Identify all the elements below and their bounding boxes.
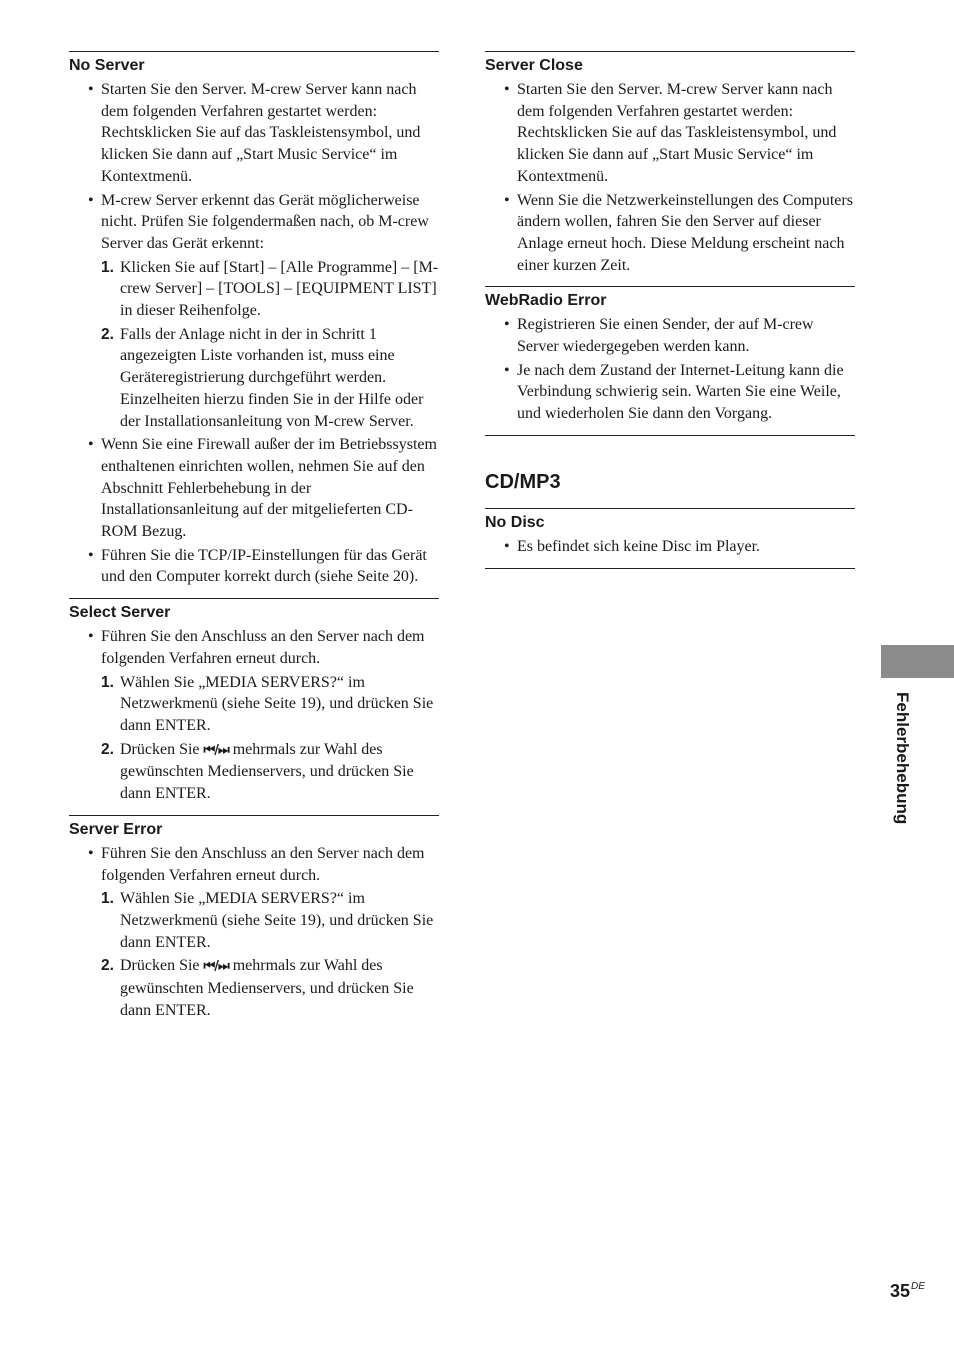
- step-item: [101, 324, 439, 433]
- bullet-list: [485, 536, 855, 558]
- section-select-server: [69, 598, 439, 815]
- skip-prev-next-icon: ⏮/⏭: [203, 742, 229, 758]
- bullet-item: • Wenn Sie die Netzwerkeinstellungen des Computers ändern wollen, fahren Sie den Server auf dieser Anlage erneut hoch. Diese Meldung erscheint nach einer kurzen Zeit.: [485, 190, 855, 277]
- bullet-item: • Starten Sie den Server. M-crew Server kann nach dem folgenden Verfahren gestartet werden: Rechtsklicken Sie auf das Taskleistensymbol, und klicken Sie dann auf „Start Music Service“ im Kontextmenü.: [69, 79, 439, 188]
- bullet-item: [69, 626, 439, 805]
- bullet-text: Führen Sie den Anschluss an den Server nach dem folgenden Verfahren erneut durch.: [101, 844, 425, 884]
- category-title: CD/MP3: [485, 470, 561, 493]
- bullet-list: [485, 314, 855, 425]
- bullet-item: [69, 190, 439, 433]
- bullet-list: [69, 843, 439, 1022]
- bullet-list: [485, 79, 855, 276]
- step-number: 1.: [101, 258, 114, 276]
- page-number: [890, 1281, 925, 1302]
- heading-select-server: Select Server: [69, 604, 171, 622]
- bullet-item: • Wenn Sie eine Firewall außer der im Betriebssystem enthaltenen einrichten wollen, nehmen Sie auf den Abschnitt Fehlerbehebung in der Installationsanleitung auf der mitgelieferten CD-ROM Bezug.: [69, 434, 439, 543]
- side-section-label: Fehlerbehebung: [893, 692, 912, 825]
- page-number-value: 35: [890, 1281, 911, 1301]
- page-language-suffix: DE: [911, 1281, 925, 1292]
- step-list: [101, 672, 439, 805]
- step-item: [101, 672, 439, 737]
- heading-no-disc: No Disc: [485, 513, 545, 531]
- step-text-pre: Drücken Sie: [120, 957, 200, 975]
- step-item: [101, 739, 439, 805]
- section-webradio-error: [485, 286, 855, 436]
- bullet-list: [69, 79, 439, 588]
- step-text: Wählen Sie „MEDIA SERVERS?“ im Netzwerkmenü (siehe Seite 19), und drücken Sie dann ENTER.: [120, 673, 434, 734]
- bullet-item: • Es befindet sich keine Disc im Player.: [485, 536, 855, 558]
- section-server-close: [485, 51, 855, 286]
- bullet-item: • Registrieren Sie einen Sender, der auf M-crew Server wiedergegeben werden kann.: [485, 314, 855, 357]
- section-no-disc: [485, 508, 855, 569]
- heading-webradio-error: WebRadio Error: [485, 292, 607, 310]
- right-column: [485, 51, 855, 569]
- bullet-item: • Führen Sie die TCP/IP-Einstellungen für das Gerät und den Computer korrekt durch (siehe Seite 20).: [69, 545, 439, 588]
- step-number: 2.: [101, 325, 114, 343]
- heading-no-server: No Server: [69, 57, 145, 74]
- bullet-text: M-crew Server erkennt das Gerät möglicherweise nicht. Prüfen Sie folgendermaßen nach, ob M-crew Server das Gerät erkennt:: [101, 191, 429, 252]
- step-text: Wählen Sie „MEDIA SERVERS?“ im Netzwerkmenü (siehe Seite 19), und drücken Sie dann ENTER.: [120, 890, 434, 951]
- bullet-text: Führen Sie den Anschluss an den Server nach dem folgenden Verfahren erneut durch.: [101, 628, 425, 667]
- section-server-error: [69, 815, 439, 1032]
- bullet-item: [69, 843, 439, 1022]
- step-text-post: mehrmals zur Wahl des gewünschten Medienservers, und drücken Sie dann ENTER.: [120, 740, 414, 803]
- step-number: 2.: [101, 740, 114, 758]
- step-number: 2.: [101, 957, 114, 975]
- skip-prev-next-icon: ⏮/⏭: [203, 959, 229, 975]
- step-text-post: mehrmals zur Wahl des gewünschten Medienservers, und drücken Sie dann ENTER.: [120, 957, 414, 1019]
- bullet-list: [69, 626, 439, 805]
- step-list: [101, 888, 439, 1021]
- step-list: [101, 257, 439, 433]
- step-text: Falls der Anlage nicht in der in Schritt 1 angezeigten Liste vorhanden ist, muss eine Geräteregistrierung durchgeführt werden. Einzelheiten hierzu finden Sie in der Hilfe oder der Installationsanleitung von M-crew Server.: [120, 325, 424, 430]
- section-no-server: [69, 51, 439, 598]
- step-item: [101, 257, 439, 322]
- left-column: [69, 51, 439, 1031]
- heading-server-error: Server Error: [69, 820, 163, 838]
- step-number: 1.: [101, 890, 114, 908]
- bullet-item: • Starten Sie den Server. M-crew Server kann nach dem folgenden Verfahren gestartet werden: Rechtsklicken Sie auf das Taskleistensymbol, und klicken Sie dann auf „Start Music Service“ im Kontextmenü.: [485, 79, 855, 188]
- step-item: [101, 888, 439, 953]
- heading-server-close: Server Close: [485, 57, 583, 74]
- section-tab-marker: [881, 645, 954, 678]
- step-number: 1.: [101, 673, 114, 691]
- step-text-pre: Drücken Sie: [120, 740, 200, 758]
- bullet-item: • Je nach dem Zustand der Internet-Leitung kann die Verbindung schwierig sein. Warten Sie eine Weile, und wiederholen Sie dann den Vorgang.: [485, 360, 855, 425]
- step-item: [101, 955, 439, 1021]
- step-text: Klicken Sie auf [Start] – [Alle Programme] – [M-crew Server] – [TOOLS] – [EQUIPMENT LIST] in dieser Reihenfolge.: [120, 258, 439, 320]
